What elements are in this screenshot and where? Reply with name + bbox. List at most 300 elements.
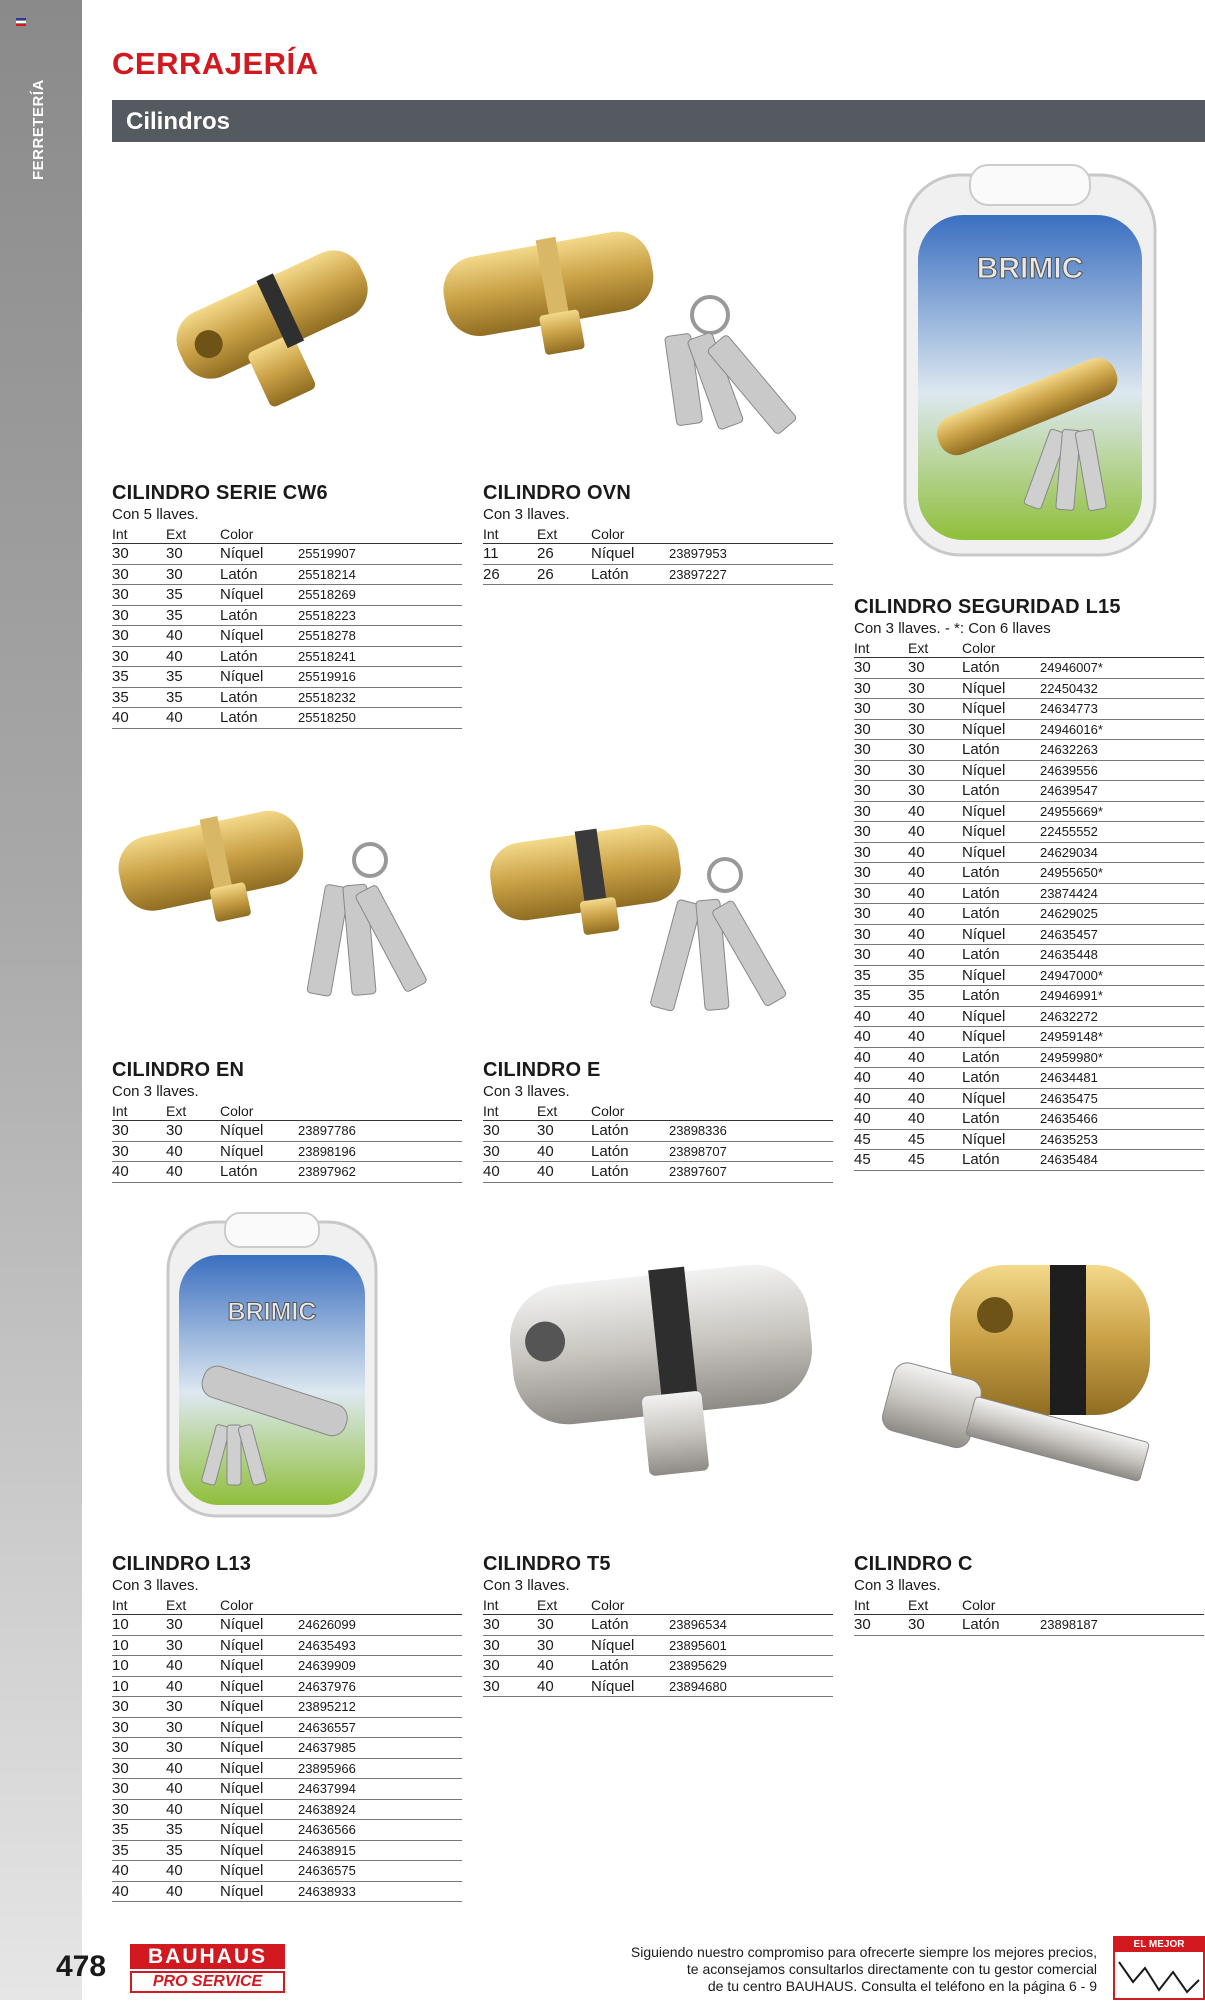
table-row (112, 1799, 462, 1820)
cell-int: 30 (112, 544, 166, 565)
cell-color: Níquel (962, 699, 1040, 720)
table-row (112, 1861, 462, 1882)
cell-int: 30 (854, 719, 908, 740)
col-code (669, 1101, 833, 1121)
cell-code: 24635493 (298, 1635, 462, 1656)
col-int: Int (483, 1101, 537, 1121)
cell-code: 24634773 (1040, 699, 1204, 720)
col-ext: Ext (908, 1595, 962, 1615)
cell-code: 23897227 (669, 564, 833, 585)
cell-color: Latón (591, 1656, 669, 1677)
cell-ext: 45 (908, 1150, 962, 1171)
cell-code: 24636575 (298, 1861, 462, 1882)
cell-ext: 26 (537, 544, 591, 565)
table-row (483, 1656, 833, 1677)
table-row (112, 626, 462, 647)
cell-color: Níquel (591, 1676, 669, 1697)
cell-int: 30 (112, 1121, 166, 1142)
cell-color: Níquel (220, 1861, 298, 1882)
spec-table (112, 524, 462, 729)
cell-ext: 40 (166, 1656, 220, 1677)
cell-color: Níquel (220, 1717, 298, 1738)
cell-code: 24637976 (298, 1676, 462, 1697)
table-row (112, 1615, 462, 1636)
logo-bottom: PRO SERVICE (130, 1971, 285, 1993)
product-subtitle: Con 3 llaves. (483, 1577, 570, 1594)
cell-code: 24947000* (1040, 965, 1204, 986)
cell-int: 40 (854, 1006, 908, 1027)
table-row (854, 719, 1204, 740)
cell-color: Latón (962, 1615, 1040, 1636)
product-cw6 (112, 481, 462, 729)
col-code (669, 1595, 833, 1615)
cell-color: Níquel (220, 585, 298, 606)
cell-ext: 30 (166, 544, 220, 565)
col-color: Color (220, 1101, 298, 1121)
cell-ext: 40 (908, 842, 962, 863)
cell-int: 10 (112, 1656, 166, 1677)
cell-color: Latón (962, 945, 1040, 966)
cell-int: 40 (854, 1109, 908, 1130)
table-row (854, 822, 1204, 843)
cell-color: Níquel (591, 1635, 669, 1656)
cell-int: 40 (483, 1162, 537, 1183)
cell-color: Níquel (220, 544, 298, 565)
cell-color: Níquel (962, 1088, 1040, 1109)
cell-code: 25518250 (298, 708, 462, 729)
table-row (112, 1635, 462, 1656)
table-row (112, 1162, 462, 1183)
product-name: CILINDRO SERIE CW6 (112, 482, 328, 504)
col-ext: Ext (166, 1101, 220, 1121)
col-color: Color (591, 1101, 669, 1121)
cell-code: 24636557 (298, 1717, 462, 1738)
cell-color: Níquel (220, 1121, 298, 1142)
cell-int: 30 (112, 646, 166, 667)
cell-code: 23895212 (298, 1697, 462, 1718)
cell-color: Níquel (962, 924, 1040, 945)
table-row (112, 564, 462, 585)
cell-int: 30 (112, 1738, 166, 1759)
product-name: CILINDRO T5 (483, 1553, 611, 1575)
cell-int: 40 (854, 1088, 908, 1109)
cell-code: 24946991* (1040, 986, 1204, 1007)
table-row (854, 1615, 1204, 1636)
badge-label: EL MEJOR PRECIO (1115, 1938, 1203, 1952)
table-row (112, 1141, 462, 1162)
cell-int: 30 (112, 585, 166, 606)
cell-code: 24959148* (1040, 1027, 1204, 1048)
cell-int: 30 (854, 1615, 908, 1636)
cell-int: 11 (483, 544, 537, 565)
cell-ext: 30 (908, 781, 962, 802)
cell-color: Níquel (591, 544, 669, 565)
cell-ext: 30 (908, 740, 962, 761)
table-row (112, 1717, 462, 1738)
table-row (112, 1121, 462, 1142)
table-row (854, 740, 1204, 761)
col-color: Color (962, 1595, 1040, 1615)
cell-ext: 40 (908, 1006, 962, 1027)
cell-int: 40 (112, 1881, 166, 1902)
cell-color: Latón (220, 605, 298, 626)
cell-int: 40 (854, 1047, 908, 1068)
cell-code: 22450432 (1040, 678, 1204, 699)
cell-code: 24632272 (1040, 1006, 1204, 1027)
col-int: Int (112, 524, 166, 544)
col-code (298, 1101, 462, 1121)
cell-color: Níquel (220, 1779, 298, 1800)
spec-table (483, 1101, 833, 1183)
table-row (854, 1006, 1204, 1027)
cell-int: 35 (112, 1820, 166, 1841)
cell-code: 23874424 (1040, 883, 1204, 904)
cell-color: Níquel (962, 965, 1040, 986)
cell-ext: 30 (908, 699, 962, 720)
cell-color: Níquel (962, 719, 1040, 740)
cell-color: Latón (962, 904, 1040, 925)
cell-ext: 40 (537, 1162, 591, 1183)
product-en (112, 1058, 462, 1183)
product-l15 (854, 595, 1204, 1171)
table-row (483, 1141, 833, 1162)
table-row (112, 544, 462, 565)
col-int: Int (483, 1595, 537, 1615)
cell-color: Níquel (220, 1676, 298, 1697)
cell-code: 24635253 (1040, 1129, 1204, 1150)
cell-code: 23898336 (669, 1121, 833, 1142)
cell-ext: 30 (166, 1615, 220, 1636)
cell-int: 45 (854, 1150, 908, 1171)
cell-color: Níquel (220, 1141, 298, 1162)
cell-int: 30 (854, 842, 908, 863)
cell-int: 10 (112, 1635, 166, 1656)
cell-ext: 40 (908, 904, 962, 925)
cell-ext: 26 (537, 564, 591, 585)
cell-int: 10 (112, 1615, 166, 1636)
cell-code: 25518232 (298, 687, 462, 708)
cell-code: 24632263 (1040, 740, 1204, 761)
cell-code: 24629025 (1040, 904, 1204, 925)
cell-int: 30 (112, 1717, 166, 1738)
logo-top: BAUHAUS (130, 1944, 285, 1969)
table-row (483, 1615, 833, 1636)
cell-ext: 35 (908, 965, 962, 986)
cylinder-cw6-image (160, 190, 380, 430)
cell-ext: 45 (908, 1129, 962, 1150)
table-row (854, 1129, 1204, 1150)
cell-color: Latón (962, 1047, 1040, 1068)
cell-int: 30 (483, 1121, 537, 1142)
product-name: CILINDRO C (854, 1553, 973, 1575)
cell-code: 23897962 (298, 1162, 462, 1183)
col-int: Int (854, 1595, 908, 1615)
cell-int: 10 (112, 1676, 166, 1697)
cell-code: 24635484 (1040, 1150, 1204, 1171)
cell-ext: 40 (908, 1047, 962, 1068)
col-int: Int (112, 1595, 166, 1615)
product-name: CILINDRO EN (112, 1059, 245, 1081)
cell-int: 30 (854, 883, 908, 904)
cell-color: Latón (591, 1162, 669, 1183)
col-ext: Ext (166, 1595, 220, 1615)
cell-int: 30 (483, 1635, 537, 1656)
cell-ext: 40 (166, 1779, 220, 1800)
cell-int: 26 (483, 564, 537, 585)
brimic-l15-package-image (900, 160, 1160, 560)
cell-color: Latón (962, 883, 1040, 904)
cell-ext: 40 (908, 1068, 962, 1089)
table-row (483, 564, 833, 585)
cell-int: 30 (112, 605, 166, 626)
brimic-logo: BRIMIC (976, 252, 1084, 285)
cell-ext: 30 (908, 760, 962, 781)
cell-code: 23895601 (669, 1635, 833, 1656)
col-color: Color (591, 1595, 669, 1615)
cell-color: Níquel (962, 801, 1040, 822)
cell-code: 24626099 (298, 1615, 462, 1636)
cell-ext: 40 (537, 1141, 591, 1162)
page-title: CERRAJERÍA (112, 46, 319, 81)
bauhaus-logo (130, 1944, 285, 1993)
cell-color: Níquel (962, 1129, 1040, 1150)
table-row (112, 708, 462, 729)
cell-ext: 40 (908, 1109, 962, 1130)
cell-ext: 40 (908, 1027, 962, 1048)
cell-color: Níquel (220, 1758, 298, 1779)
product-name: CILINDRO L13 (112, 1553, 252, 1575)
cell-color: Níquel (220, 1697, 298, 1718)
cell-color: Latón (962, 1150, 1040, 1171)
cell-int: 30 (112, 1799, 166, 1820)
cell-color: Latón (591, 1121, 669, 1142)
col-code (298, 1595, 462, 1615)
table-row (854, 1150, 1204, 1171)
cell-ext: 40 (537, 1676, 591, 1697)
cell-color: Níquel (220, 1615, 298, 1636)
cell-code: 23898707 (669, 1141, 833, 1162)
col-int: Int (112, 1101, 166, 1121)
cell-code: 24638924 (298, 1799, 462, 1820)
product-t5 (483, 1552, 833, 1697)
section-bar (112, 100, 1205, 142)
product-e (483, 1058, 833, 1183)
cell-ext: 35 (166, 585, 220, 606)
cell-int: 30 (854, 904, 908, 925)
footer-line-1: Siguiendo nuestro compromiso para ofrecerte siempre los mejores precios, (630, 1944, 1097, 1960)
cell-color: Níquel (220, 1820, 298, 1841)
cell-ext: 40 (166, 1881, 220, 1902)
product-subtitle: Con 3 llaves. (854, 1577, 941, 1594)
cell-code: 25518278 (298, 626, 462, 647)
price-chart-icon (1115, 1952, 1203, 1998)
cell-ext: 35 (166, 667, 220, 688)
cell-int: 30 (854, 863, 908, 884)
cell-int: 30 (854, 658, 908, 679)
cylinder-en-image (112, 775, 467, 1025)
cell-int: 40 (854, 1027, 908, 1048)
cell-ext: 35 (166, 605, 220, 626)
cell-code: 24639909 (298, 1656, 462, 1677)
product-subtitle: Con 3 llaves. (483, 1083, 570, 1100)
cell-code: 24636566 (298, 1820, 462, 1841)
cell-color: Latón (962, 658, 1040, 679)
cell-code: 25519907 (298, 544, 462, 565)
cell-ext: 40 (908, 883, 962, 904)
table-row (112, 605, 462, 626)
spec-table (112, 1101, 462, 1183)
table-row (112, 646, 462, 667)
table-row (854, 1088, 1204, 1109)
table-row (112, 585, 462, 606)
cell-ext: 40 (166, 708, 220, 729)
cell-code: 23898196 (298, 1141, 462, 1162)
table-row (854, 801, 1204, 822)
cell-color: Latón (220, 1162, 298, 1183)
cell-ext: 40 (166, 646, 220, 667)
cell-code: 24637994 (298, 1779, 462, 1800)
table-row (854, 863, 1204, 884)
cell-int: 30 (112, 1779, 166, 1800)
col-color: Color (962, 638, 1040, 658)
cell-code: 25518223 (298, 605, 462, 626)
spec-table (483, 1595, 833, 1697)
cylinder-c-image (875, 1255, 1160, 1515)
cell-ext: 30 (166, 1717, 220, 1738)
cylinder-e-image (485, 790, 835, 1035)
product-c (854, 1552, 1204, 1636)
table-row (112, 1840, 462, 1861)
cell-code: 23897607 (669, 1162, 833, 1183)
table-row (483, 1676, 833, 1697)
cell-ext: 30 (166, 1121, 220, 1142)
table-row (483, 1162, 833, 1183)
footer-note (631, 1944, 1097, 1995)
table-row (112, 1656, 462, 1677)
col-ext: Ext (166, 524, 220, 544)
cell-int: 30 (112, 1141, 166, 1162)
product-l13 (112, 1552, 462, 1902)
table-row (854, 760, 1204, 781)
cell-code: 25518269 (298, 585, 462, 606)
cell-code: 23897953 (669, 544, 833, 565)
cell-color: Níquel (962, 1027, 1040, 1048)
table-row (112, 1779, 462, 1800)
cell-code: 24634481 (1040, 1068, 1204, 1089)
cell-code: 23898187 (1040, 1615, 1204, 1636)
cell-code: 25518241 (298, 646, 462, 667)
table-row (112, 687, 462, 708)
table-row (854, 781, 1204, 802)
cell-color: Latón (220, 708, 298, 729)
cell-color: Níquel (962, 678, 1040, 699)
table-row (112, 1676, 462, 1697)
cell-color: Níquel (962, 760, 1040, 781)
table-row (483, 544, 833, 565)
cell-code: 23897786 (298, 1121, 462, 1142)
table-row (854, 883, 1204, 904)
cell-code: 24638933 (298, 1881, 462, 1902)
cell-color: Níquel (220, 667, 298, 688)
col-code (298, 524, 462, 544)
cell-ext: 40 (908, 924, 962, 945)
cell-code: 22455552 (1040, 822, 1204, 843)
cell-ext: 40 (908, 945, 962, 966)
cell-int: 35 (112, 687, 166, 708)
cell-color: Níquel (220, 1840, 298, 1861)
col-color: Color (591, 524, 669, 544)
product-name: CILINDRO SEGURIDAD L15 (854, 596, 1121, 618)
cell-int: 30 (854, 699, 908, 720)
cell-code: 24635475 (1040, 1088, 1204, 1109)
cell-code: 24638915 (298, 1840, 462, 1861)
cell-color: Latón (962, 1109, 1040, 1130)
cell-int: 40 (112, 1162, 166, 1183)
cell-color: Latón (962, 863, 1040, 884)
cell-ext: 40 (166, 1141, 220, 1162)
product-subtitle: Con 3 llaves. (112, 1083, 199, 1100)
table-row (112, 667, 462, 688)
col-int: Int (854, 638, 908, 658)
page-number: 478 (56, 1950, 107, 1983)
table-row (854, 1047, 1204, 1068)
cell-code: 24635457 (1040, 924, 1204, 945)
cell-code: 23895629 (669, 1656, 833, 1677)
col-ext: Ext (537, 1595, 591, 1615)
product-ovn (483, 481, 833, 585)
side-strip (0, 0, 82, 2000)
spec-table (112, 1595, 462, 1902)
table-row (854, 965, 1204, 986)
table-row (854, 986, 1204, 1007)
cell-int: 30 (483, 1141, 537, 1162)
cell-ext: 40 (166, 1676, 220, 1697)
cell-ext: 40 (537, 1656, 591, 1677)
cell-color: Latón (962, 1068, 1040, 1089)
cell-color: Latón (962, 740, 1040, 761)
cell-code: 23894680 (669, 1676, 833, 1697)
cell-ext: 30 (537, 1635, 591, 1656)
cell-color: Latón (962, 986, 1040, 1007)
cell-color: Níquel (220, 1799, 298, 1820)
product-subtitle: Con 3 llaves. (483, 506, 570, 523)
product-name: CILINDRO OVN (483, 482, 631, 504)
cell-color: Níquel (962, 842, 1040, 863)
cell-int: 30 (483, 1615, 537, 1636)
cell-ext: 40 (908, 801, 962, 822)
col-ext: Ext (537, 524, 591, 544)
cell-color: Níquel (220, 1656, 298, 1677)
cell-int: 35 (854, 986, 908, 1007)
cell-int: 30 (483, 1676, 537, 1697)
cell-code: 23896534 (669, 1615, 833, 1636)
cell-ext: 30 (908, 719, 962, 740)
cell-color: Níquel (962, 1006, 1040, 1027)
footer-line-3: de tu centro BAUHAUS. Consulta el teléfono en la página 6 - 9 (707, 1978, 1097, 1994)
cell-int: 30 (112, 1758, 166, 1779)
cell-color: Níquel (220, 626, 298, 647)
table-row (854, 1027, 1204, 1048)
cell-int: 35 (112, 1840, 166, 1861)
spec-table (854, 638, 1204, 1171)
cell-ext: 30 (908, 678, 962, 699)
side-label: FERRETERÍA (30, 79, 47, 180)
cell-code: 24635466 (1040, 1109, 1204, 1130)
cell-int: 40 (112, 708, 166, 729)
cell-code: 24959980* (1040, 1047, 1204, 1068)
cell-code: 25519916 (298, 667, 462, 688)
cell-int: 40 (854, 1068, 908, 1089)
